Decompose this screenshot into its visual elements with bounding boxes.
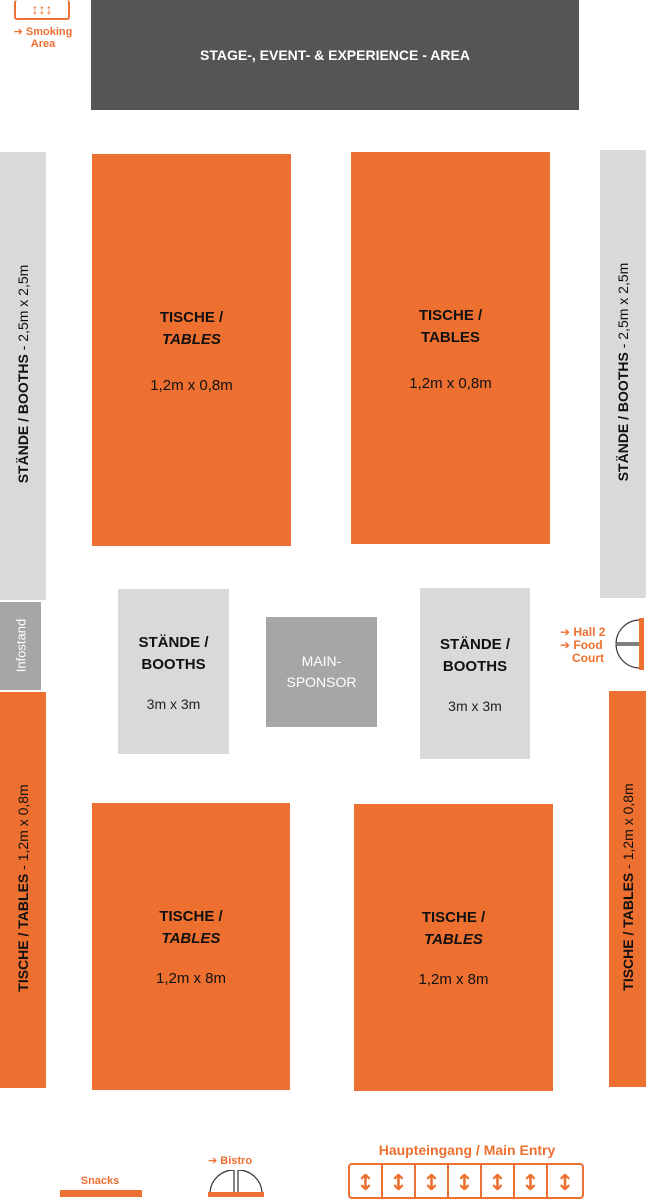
infostand-label: Infostand — [13, 618, 29, 673]
main-entry-door-icon — [348, 1163, 584, 1199]
svg-text:↕: ↕ — [488, 1171, 507, 1196]
svg-text:↕: ↕ — [521, 1171, 540, 1196]
bistro-label: ➔ Bistro — [208, 1155, 253, 1167]
tables-size: 1,2m x 0,8m — [409, 374, 492, 392]
stage-label: STAGE-, EVENT- & EXPERIENCE - AREA — [200, 47, 470, 63]
booths-column-right-label: STÄNDE / BOOTHS - 2,5m x 2,5m — [615, 262, 631, 482]
booth-size: 3m x 3m — [448, 697, 502, 714]
smoking-door-icon — [14, 0, 70, 20]
door-arrow-icon: ↕↕↕ — [31, 1, 53, 17]
svg-text:↕: ↕ — [422, 1171, 441, 1196]
svg-text:↕: ↕ — [455, 1171, 474, 1196]
tables-block-bottom-right — [354, 804, 553, 1091]
tables-size: 1,2m x 8m — [418, 971, 489, 988]
main-entry-label: Haupteingang / Main Entry — [378, 1142, 556, 1158]
snacks-label: Snacks — [80, 1175, 120, 1187]
svg-text:↕: ↕ — [555, 1171, 575, 1196]
booth-block-left — [118, 589, 229, 754]
tables-title: TISCHE / TABLES — [159, 308, 224, 348]
booth-title: STÄNDE / BOOTHS — [439, 635, 510, 675]
booths-column-left-label: STÄNDE / BOOTHS - 2,5m x 2,5m — [15, 264, 31, 484]
main-sponsor-label: MAIN- SPONSOR — [286, 653, 357, 690]
tables-title: TISCHE / TABLES — [421, 909, 486, 948]
smoking-area-label: ➔ Smoking Area — [13, 26, 73, 50]
bistro-door-icon — [208, 1170, 264, 1198]
booth-block-right — [420, 588, 530, 759]
side-door-icon — [612, 618, 646, 670]
booth-title: STÄNDE / BOOTHS — [138, 633, 209, 673]
booth-size: 3m x 3m — [146, 695, 201, 712]
tables-column-right-label: TISCHE / TABLES - 1,2m x 0,8m — [620, 783, 636, 991]
tables-block-top-right — [351, 152, 550, 544]
tables-title: TISCHE / TABLES — [159, 908, 223, 947]
arrow-icon: ➔ — [13, 26, 23, 38]
tables-title: TISCHE / TABLES — [418, 306, 483, 346]
stage-area — [91, 0, 579, 110]
tables-block-top-left — [92, 154, 291, 546]
tables-column-left-label: TISCHE / TABLES - 1,2m x 0,8m — [15, 784, 31, 992]
hall2-food-court-label: ➔ Hall 2 ➔ Food Court — [560, 625, 606, 665]
tables-size: 1,2m x 8m — [155, 970, 227, 987]
svg-text:↕: ↕ — [356, 1171, 375, 1196]
snacks-counter — [60, 1190, 142, 1197]
tables-block-bottom-left — [92, 803, 290, 1090]
tables-size: 1,2m x 0,8m — [150, 376, 233, 394]
svg-text:↕: ↕ — [389, 1171, 408, 1196]
main-sponsor-block — [266, 617, 377, 727]
